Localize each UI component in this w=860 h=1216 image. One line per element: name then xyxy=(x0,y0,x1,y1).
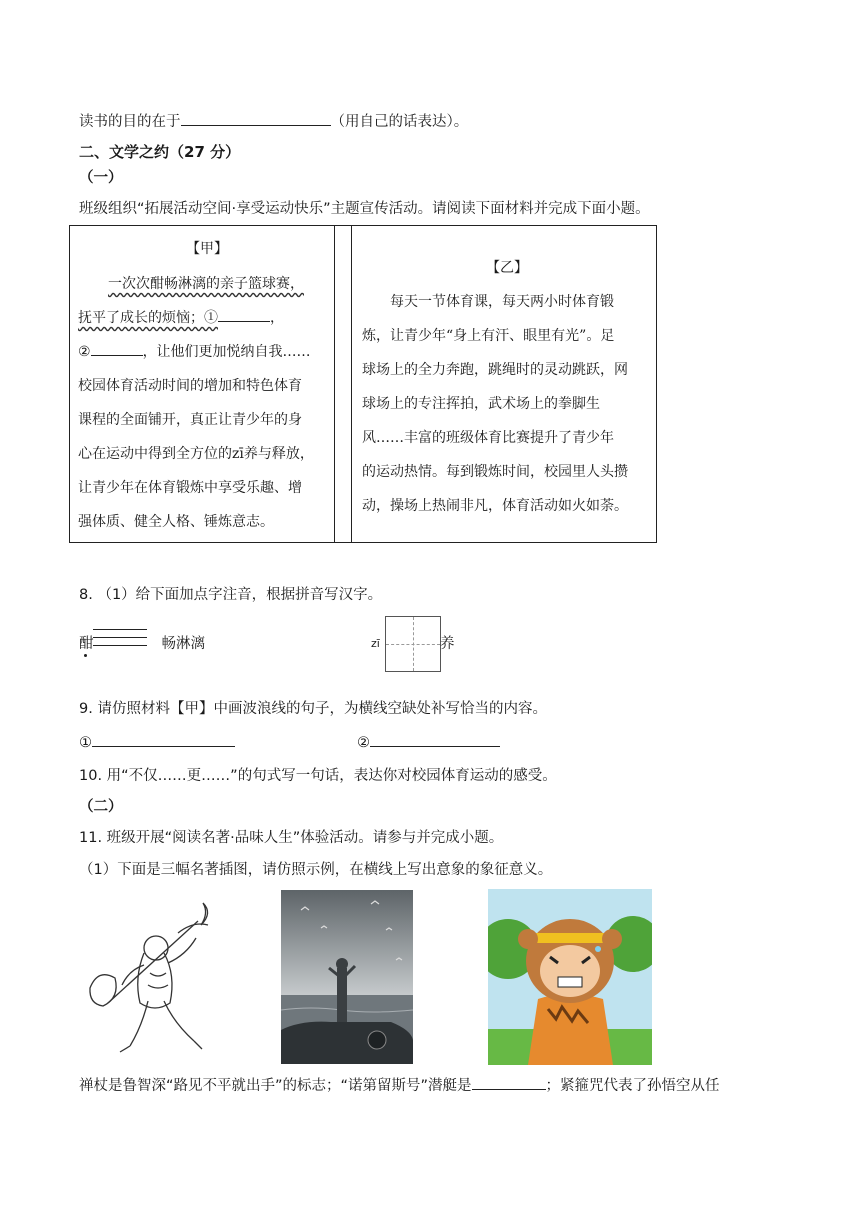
q9-blank-1[interactable] xyxy=(92,732,235,747)
q9-answer-1 xyxy=(79,732,235,753)
word-ziyang-rest: 养 xyxy=(440,636,455,652)
q9-marker-1: ① xyxy=(79,735,92,751)
blank-2-marker: ② xyxy=(78,344,91,360)
material-yi-line-6: 的运动热情。每到锻炼时间，校园里人头攒 xyxy=(362,464,628,480)
material-jia-line-2: 抚平了成长的烦恼；① ， xyxy=(78,307,284,327)
material-yi-line-4: 球场上的专注挥拍，武术场上的拳脚生 xyxy=(362,396,600,412)
question-9-stem: 9. 请仿照材料【甲】中画波浪线的句子，为横线空缺处补写恰当的内容。 xyxy=(79,701,547,717)
material-yi-title: 【乙】 xyxy=(486,260,528,276)
material-jia-line-8: 强体质、健全人格、锤炼意志。 xyxy=(78,514,274,530)
material-yi-line-3: 球场上的全力奔跑，跳绳时的灵动跳跃，网 xyxy=(362,362,628,378)
material-jia-wavy-line-1: 一次次酣畅淋漓的亲子篮球赛， xyxy=(108,276,304,292)
intro-text: 班级组织“拓展活动空间·享受运动快乐”主题宣传活动。请阅读下面材料并完成下面小题。 xyxy=(79,201,650,217)
reading-purpose-prefix: 读书的目的在于 xyxy=(79,114,181,130)
word-hanchang-rest: 畅淋漓 xyxy=(161,636,205,652)
submarine-meaning-blank[interactable] xyxy=(472,1075,546,1090)
monkey-king-headband-illustration xyxy=(488,889,652,1065)
q9-blank-2[interactable] xyxy=(370,732,500,747)
material-yi-line-5: 风……丰富的班级体育比赛提升了青少年 xyxy=(362,430,614,446)
tianzi-grid-box[interactable] xyxy=(385,616,441,672)
emphasis-dot xyxy=(84,654,87,657)
dotted-char: 酣 xyxy=(79,636,94,652)
material-jia-wavy-line-2: 抚平了成长的烦恼；① xyxy=(78,310,218,326)
reading-purpose-suffix: （用自己的话表达）。 xyxy=(330,114,469,130)
question-10-stem: 10. 用“不仅……更……”的句式写一句话，表达你对校园体育运动的感受。 xyxy=(79,768,557,784)
pinyin-label: zī xyxy=(371,637,380,650)
material-yi-line-1: 每天一节体育课，每天两小时体育锻 xyxy=(390,294,614,310)
blank-1[interactable] xyxy=(218,307,270,322)
part-one-label: （一） xyxy=(79,170,123,186)
materials-table xyxy=(69,225,657,543)
blank-2[interactable] xyxy=(91,341,143,356)
question-8-stem: 8. （1）给下面加点字注音，根据拼音写汉字。 xyxy=(79,587,383,603)
part-two-label: （二） xyxy=(79,799,123,815)
question-11-answer-line xyxy=(79,1075,720,1096)
answer-prefix: 禅杖是鲁智深“路见不平就出手”的标志；“诺第留斯号”潜艇是 xyxy=(79,1078,472,1094)
q9-marker-2: ② xyxy=(357,735,370,751)
word-hanchang xyxy=(79,634,205,654)
section-title: 二、文学之约（27 分） xyxy=(79,143,241,161)
material-jia-line-6: 心在运动中得到全方位的zī养与释放， xyxy=(78,446,314,462)
material-jia-title: 【甲】 xyxy=(186,241,228,257)
material-jia-line-7: 让青少年在体育锻炼中享受乐趣、增 xyxy=(78,480,302,496)
material-jia-line-3-rest: ，让他们更加悦纳自我…… xyxy=(142,344,311,360)
monk-with-staff-illustration xyxy=(78,893,218,1065)
pinyin-answer-line-1[interactable] xyxy=(93,629,147,630)
material-yi-line-7: 动，操场上热闹非凡，体育活动如火如荼。 xyxy=(362,498,628,514)
answer-suffix: ；紧箍咒代表了孙悟空从任 xyxy=(545,1078,720,1094)
material-jia-cell xyxy=(70,226,335,543)
reading-purpose-line xyxy=(79,111,468,132)
material-jia-line-4: 校园体育活动时间的增加和特色体育 xyxy=(78,378,302,394)
material-jia-line-5: 课程的全面铺开，真正让青少年的身 xyxy=(78,412,302,428)
q9-answer-2 xyxy=(357,732,500,753)
material-jia-line-3 xyxy=(78,341,311,361)
question-11-sub1: （1）下面是三幅名著插图，请仿照示例，在横线上写出意象的象征意义。 xyxy=(79,862,553,878)
question-11-stem: 11. 班级开展“阅读名著·品味人生”体验活动。请参与并完成小题。 xyxy=(79,830,504,846)
material-yi-cell xyxy=(352,226,657,543)
submarine-nautilus-illustration xyxy=(281,890,413,1064)
table-gap-cell xyxy=(335,226,352,543)
reading-purpose-blank[interactable] xyxy=(181,111,331,126)
material-yi-line-2: 炼，让青少年“身上有汗、眼里有光”。足 xyxy=(362,328,615,344)
